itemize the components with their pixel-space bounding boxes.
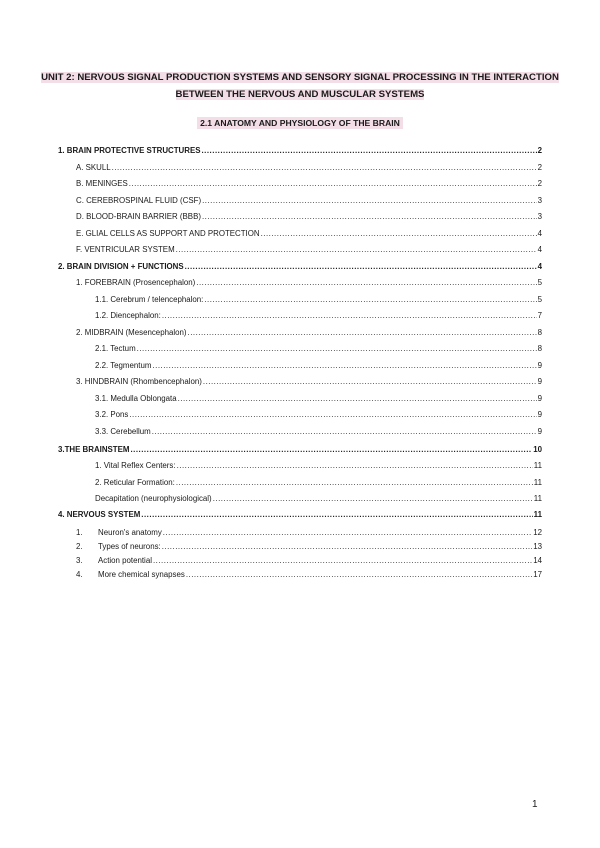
toc-entry[interactable]: 2.1. Tectum ..... 8 bbox=[95, 343, 542, 355]
toc-entry[interactable]: 3. HINDBRAIN (Rhombencephalon) ..... 9 bbox=[76, 376, 542, 388]
toc-entry[interactable]: C. CEREBROSPINAL FLUID (CSF) ..... 3 bbox=[76, 195, 542, 207]
toc-entry[interactable]: 3.2. Pons ..... 9 bbox=[95, 409, 542, 421]
toc-entry[interactable]: A. SKULL ..... 2 bbox=[76, 162, 542, 174]
toc-entry-level1[interactable]: 1. BRAIN PROTECTIVE STRUCTURES ..... 2 bbox=[58, 145, 542, 157]
toc-entry-level1[interactable]: 3.THE BRAINSTEM ..... 10 bbox=[58, 444, 542, 456]
toc-entry[interactable]: 2. Reticular Formation: ..... 11 bbox=[95, 477, 542, 489]
toc-entry[interactable]: 3. Action potential ..... 14 bbox=[76, 555, 542, 567]
page-number: 1 bbox=[532, 799, 538, 810]
toc-entry[interactable]: F. VENTRICULAR SYSTEM ..... 4 bbox=[76, 244, 542, 256]
document-title: UNIT 2: NERVOUS SIGNAL PRODUCTION SYSTEMS AND SENSORY SIGNAL PROCESSING IN THE INTERACTION BETWEEN THE NERVOUS AND MUSCULAR SYSTEMS bbox=[41, 72, 559, 100]
toc-entry[interactable]: 1.2. Diencephalon: ..... 7 bbox=[95, 310, 542, 322]
toc-entry[interactable]: 1. FOREBRAIN (Prosencephalon) ..... 5 bbox=[76, 277, 542, 289]
toc-entry[interactable]: 1.1. Cerebrum / telencephalon: ..... 5 bbox=[95, 294, 542, 306]
toc-entry-level1[interactable]: 2. BRAIN DIVISION + FUNCTIONS ..... 4 bbox=[58, 261, 542, 273]
toc-entry[interactable]: 2. Types of neurons: ..... 13 bbox=[76, 541, 542, 553]
toc-entry[interactable]: 2. MIDBRAIN (Mesencephalon) ..... 8 bbox=[76, 327, 542, 339]
toc-entry[interactable]: E. GLIAL CELLS AS SUPPORT AND PROTECTION ..... 4 bbox=[76, 228, 542, 240]
toc-entry[interactable]: 1. Vital Reflex Centers: ..... 11 bbox=[95, 460, 542, 472]
toc-entry[interactable]: 4. More chemical synapses ..... 17 bbox=[76, 569, 542, 581]
toc-entry[interactable]: Decapitation (neurophysiological) ..... 11 bbox=[95, 493, 542, 505]
toc-entry-level1[interactable]: 4. NERVOUS SYSTEM ..... 11 bbox=[58, 509, 542, 521]
toc-entry[interactable]: 3.3. Cerebellum ..... 9 bbox=[95, 426, 542, 438]
toc-entry[interactable]: 3.1. Medulla Oblongata ..... 9 bbox=[95, 393, 542, 405]
toc-entry[interactable]: B. MENINGES ..... 2 bbox=[76, 178, 542, 190]
section-subtitle: 2.1 ANATOMY AND PHYSIOLOGY OF THE BRAIN bbox=[0, 117, 600, 129]
toc-entry[interactable]: 2.2. Tegmentum ..... 9 bbox=[95, 360, 542, 372]
toc-entry[interactable]: 1. Neuron's anatomy ..... 12 bbox=[76, 527, 542, 539]
toc-entry[interactable]: D. BLOOD-BRAIN BARRIER (BBB) ..... 3 bbox=[76, 211, 542, 223]
